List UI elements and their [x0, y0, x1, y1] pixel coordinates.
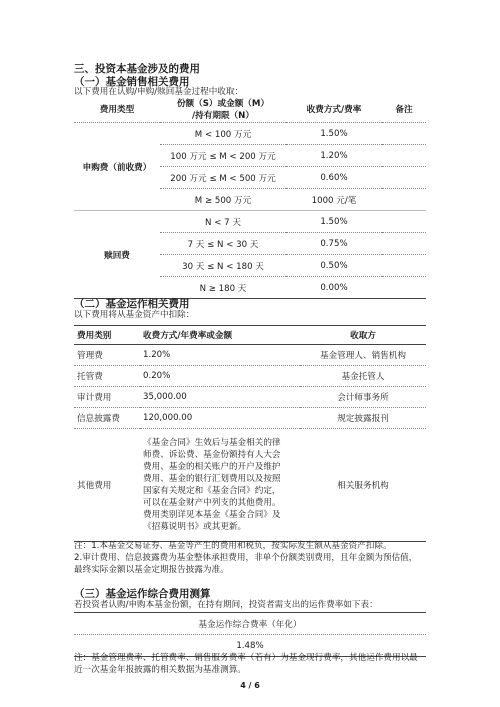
description-line: 可以在基金财产中列支的其他费用。 — [143, 498, 281, 508]
sales-fees-note: 以下费用在认购/申购/赎回基金过程中收取： — [74, 87, 244, 97]
purchase-fee-label: 申购费（前收费） — [74, 123, 160, 211]
category-cell: 信息披露费 — [74, 408, 140, 429]
remark-cell — [382, 255, 426, 277]
amount-cell: 120,000.00 — [140, 408, 300, 429]
range-cell: 7 天 ≤ N < 30 天 — [160, 233, 286, 255]
operation-note-3: 最终实际金额以基金定期报告披露为准。 — [74, 565, 229, 575]
description-line: 师费、诉讼费、基金份额持有人大会 — [143, 450, 281, 460]
description-line: 《招募说明书》或其更新。 — [143, 522, 247, 532]
operation-fees-header-row — [74, 326, 426, 345]
remark-cell — [382, 211, 426, 233]
rate-cell: 1.50% — [286, 123, 382, 145]
section-title: 三、投资本基金涉及的费用 — [74, 63, 200, 75]
combined-note-2: 近一次基金年报披露的相关数据为基准测算。 — [74, 665, 246, 675]
operation-note-2: 2.审计费用、信息披露费为基金整体承担费用，非单个份额类别费用，且年金额为预估值， — [74, 553, 418, 563]
rate-cell: 1000 元/笔 — [286, 189, 382, 211]
table-row — [74, 429, 426, 542]
combined-fees-table — [74, 612, 426, 657]
category-cell: 管理费 — [74, 345, 140, 366]
description-line: 费用类别详见本基金《基金合同》及 — [143, 510, 281, 520]
operation-fees-table — [74, 325, 426, 542]
category-cell: 其他费用 — [74, 429, 140, 542]
combined-rate-header: 基金运作综合费率（年化） — [74, 613, 426, 635]
header-fee-type: 费用类型 — [74, 97, 160, 123]
table-row — [74, 345, 426, 366]
rate-cell: 0.50% — [286, 255, 382, 277]
receiver-cell: 相关服务机构 — [300, 429, 426, 542]
header-amount: 收费方式/年费率或金额 — [140, 326, 300, 345]
header-amount-line2: /持有期限（N） — [192, 110, 254, 121]
remark-cell — [382, 233, 426, 255]
remark-cell — [382, 277, 426, 299]
remark-cell — [382, 123, 426, 145]
remark-cell — [382, 189, 426, 211]
receiver-cell: 规定披露报刊 — [300, 408, 426, 429]
table-row — [74, 366, 426, 387]
category-cell: 托管费 — [74, 366, 140, 387]
remark-cell — [382, 145, 426, 167]
table-row — [74, 408, 426, 429]
rate-cell: 0.60% — [286, 167, 382, 189]
page-number: 4 / 6 — [240, 681, 260, 690]
remark-cell — [382, 167, 426, 189]
sales-fees-table — [74, 97, 426, 299]
header-category: 费用类别 — [74, 326, 140, 345]
amount-cell: 1.20% — [140, 345, 300, 366]
combined-note-1: 注：基金管理费率、托管费率、销售服务费率（若有）为基金现行费率，其他运作费用以最 — [74, 653, 418, 663]
sales-fees-header-row — [74, 97, 426, 123]
header-receiver: 收取方 — [300, 326, 426, 345]
category-cell: 审计费用 — [74, 387, 140, 408]
table-row — [74, 387, 426, 408]
range-cell: 200 万元 ≤ M < 500 万元 — [160, 167, 286, 189]
header-amount-line1: 份额（S）或金额（M） — [176, 98, 270, 109]
description-line: 费用、基金的银行汇划费用以及按照 — [143, 474, 281, 484]
range-cell: 30 天 ≤ N < 180 天 — [160, 255, 286, 277]
description-line: 国家有关规定和《基金合同》约定， — [143, 486, 281, 496]
combined-rate-value: 1.48% — [74, 635, 426, 657]
range-cell: N ≥ 180 天 — [160, 277, 286, 299]
receiver-cell: 基金管理人、销售机构 — [300, 345, 426, 366]
description-line: 《基金合同》生效后与基金相关的律 — [143, 438, 281, 448]
rate-cell: 0.75% — [286, 233, 382, 255]
sales-fees-title: （一）基金销售相关费用 — [74, 76, 190, 88]
range-cell: N < 7 天 — [160, 211, 286, 233]
combined-fees-title: （三）基金运作综合费用测算 — [74, 588, 211, 600]
rate-cell: 0.00% — [286, 277, 382, 299]
operation-fees-note: 以下费用将从基金资产中扣除： — [74, 310, 195, 320]
header-rate: 收费方式/费率 — [286, 97, 382, 123]
amount-cell: 35,000.00 — [140, 387, 300, 408]
redeem-fee-label: 赎回费 — [74, 211, 160, 299]
table-row — [74, 613, 426, 635]
operation-note-1: 注：1.本基金交易证券、基金等产生的费用和税负，按实际发生额从基金资产扣除。 — [74, 541, 392, 551]
range-cell: M < 100 万元 — [160, 123, 286, 145]
combined-fees-note: 若投资者认购/申购本基金份额，在持有期间，投资者需支出的运作费率如下表： — [74, 600, 378, 610]
rate-cell: 1.20% — [286, 145, 382, 167]
header-amount — [160, 97, 286, 123]
receiver-cell: 会计师事务所 — [300, 387, 426, 408]
description-line: 费用、基金的相关账户的开户及维护 — [143, 462, 281, 472]
amount-cell: 0.20% — [140, 366, 300, 387]
range-cell: 100 万元 ≤ M < 200 万元 — [160, 145, 286, 167]
range-cell: M ≥ 500 万元 — [160, 189, 286, 211]
other-fees-description — [140, 429, 300, 542]
table-row — [74, 123, 426, 145]
rate-cell: 1.50% — [286, 211, 382, 233]
operation-fees-title: （二）基金运作相关费用 — [74, 298, 190, 310]
receiver-cell: 基金托管人 — [300, 366, 426, 387]
header-remark: 备注 — [382, 97, 426, 123]
table-row — [74, 211, 426, 233]
